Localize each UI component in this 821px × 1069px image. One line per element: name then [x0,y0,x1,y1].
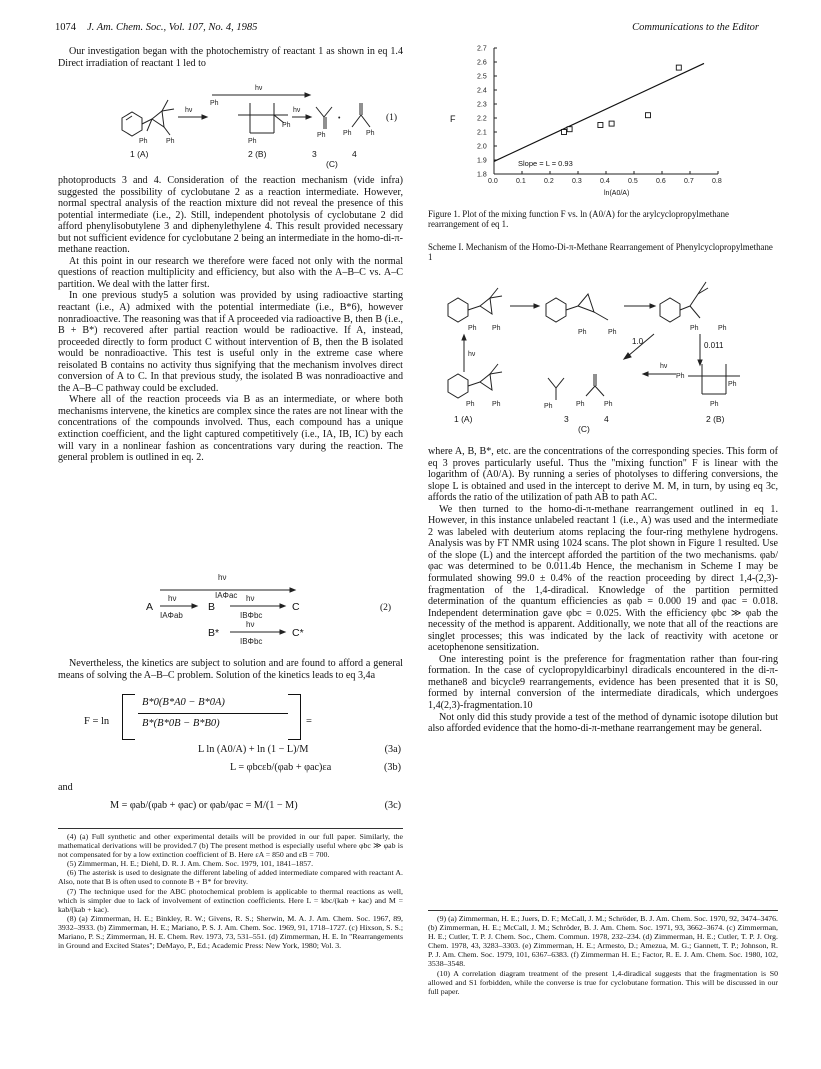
scheme-hv-back: hν [660,363,668,370]
svg-text:Ph: Ph [317,132,326,139]
svg-text:Ph: Ph [710,401,719,408]
footnote-5: (5) Zimmerman, H. E.; Diehl, D. R. J. Am. Chem. Soc. 1979, 101, 1841–1857. [67,859,314,869]
compound-label-1: 1 (A) [130,149,149,159]
eq2-hv-top: hν [218,573,227,582]
hv-label-2: hν [293,107,301,114]
footnote-rule-right [428,910,778,911]
data-point [598,123,603,128]
svg-text:Ph: Ph [492,325,501,332]
data-point [567,127,572,132]
eq3a-tag: (3a) [384,744,401,755]
journal-citation: J. Am. Chem. Soc., Vol. 107, No. 4, 1985 [87,22,258,33]
slope-annotation: Slope = L = 0.93 [518,159,573,168]
svg-text:Ph: Ph [492,401,501,408]
eq3-left-bracket [122,694,135,740]
x-tick-label: 0.6 [656,178,666,185]
paragraph-1: photoproducts 3 and 4. Consideration of the reaction mechanism (vide infra) suggested the possibility of cyclobutane 2 as a reaction intermediate. However, normal spectral analysis of the reaction mixture did not reveal the presence of this potential intermediate (i.e., 2). Still, independent photolysis of cyclobutane 2 did afford phenylisobutylene 3 and diphenylethylene 4. This result provided necessary but not sufficient evidence for cyclobutane 2 being an intermediate in the homo-di-π-methane reaction. [58,175,403,256]
svg-text:Ph: Ph [676,373,685,380]
footnote-9: (9) (a) Zimmerman, H. E.; Juers, D. F.; McCall, J. M.; Schröder, B. J. Am. Chem. Soc. 1970, 92, 3474–3476. (b) Zimmerman, H. E.; McCall, J. M.; Schröder, B. J. Am. Chem. Soc. 1971, 93, 3662–3674. (c) Zimmerman, H. E.; Cutler, T. P. J. Chem. Soc., Chem. Commun. 1978, 232–234. (d) Zimmerman, H. E.; Cutler, T. P. J. Org. Chem. 1978, 43, 3283–3303. (e) Zimmerman, H. E.; Armesto, D.; Amezua, M. G.; Gannett, T. P.; Johnson, R. P. J. Am. Chem. Soc. 1979, 101, 6367–6383. (f) Zimmerman H. E.; Factor, R. E. J. Am. Chem. Soc. 1980, 102, 3538–3548. [428,914,778,969]
svg-text:Ph: Ph [468,325,477,332]
x-tick-label: 0.7 [684,178,694,185]
compound-label-2: 2 (B) [248,149,267,159]
x-tick-label: 0.1 [516,178,526,185]
eq2-hv-bc-star: hν [246,620,255,629]
eq3c: M = φab/(φab + φac) or φab/φac = M/(1 − M) [110,800,298,811]
right-paragraph-2: We then turned to the homo-di-π-methane rearrangement outlined in eq 1. However, in this instance unlabeled reactant 1 (i.e., A) was used and the intermediate 2 was labeled with deuterium atoms replacing the four-ring methylene hydrogens. Analysis was by FT NMR using 1024 scans. The plot shown in Figure 1 resulted. Use of the slope (L) and the intercept afforded the partition of the two mechanisms. φab/φac was determined to be 0.011.4b Hence, the mechanism in Scheme I may be formulated showing 99.0 ± 0.4% of the reaction proceeding by direct 1,4-(2,3)-fragmentation of the 1,4-diradical. Knowledge of the partition permitted determination of the quantum efficiencies as φab = 0.000 19 and φac = 0.018. Independent determination gave φbc = 0.025. With the efficiency φbc ≫ φab the necessity of the method is apparent. Additionally, we note that all of the reactions are singlet processes; this was indicated by the lack of reactivity with acetone or acetophenone sensitization. [428,503,778,654]
svg-text:Ph: Ph [728,381,737,388]
right-body [428,446,778,735]
eq2-number: (2) [380,603,392,613]
eq2-B: B [208,601,216,613]
y-tick-label: 2.6 [477,59,487,67]
eq2-rate-bc: IBΦbc [240,611,263,620]
eq3c-tag: (3c) [384,800,401,811]
left-footnotes [58,832,403,950]
footnote-4: (4) (a) Full synthetic and other experimental details will be provided in our full paper. Similarly, the mathematical derivations will be provided.7 (b) The present method is especially useful where φbc ≫ φab is not compensated for by a low extinction coefficient of B. Here εA = 850 and εB = 700. [58,832,403,860]
y-tick-label: 1.8 [477,171,487,179]
footnote-6: (6) The asterisk is used to designate the different labeling of added intermediate compared with reactant A. Also, note that B is often used to connote B + B* for brevity. [58,868,403,887]
scheme-label-1: 1 (A) [454,414,473,424]
eq2-A: A [146,601,154,613]
eq3-block [58,692,403,822]
scheme-label-4: 4 [604,414,609,424]
paragraph-3: In one previous study5 a solution was provided by using radioactive starting reactant (i.e., A) admixed with the potential intermediate (i.e., B*6), however nonradioactive. The reasoning was that if A proceeded via radioactive B, then B (i.e., B + B*) recovered after partial reaction would be radioactive. If A, instead, proceeded directly to form product C without intervention of B, then the B isolated would be nonradioactive. This test is useful only in the extreme case where reisolated B contains no activity thus signifying that the mechanism involves direct conversion of A to C. In that previous study, the isolated B was nonradioactive and the A–B–C pathway could be excluded. [58,290,403,394]
compound-label-3: 3 [312,149,317,159]
branch-ratio-2: 0.011 [704,341,724,350]
scheme-hv-up: hν [468,351,476,358]
svg-text:Ph: Ph [466,401,475,408]
eq3-and: and [58,782,73,793]
eq3b-tag: (3b) [384,762,401,773]
compound-label-4: 4 [352,149,357,159]
y-tick-label: 2.3 [477,101,487,109]
svg-text:Ph: Ph [210,100,219,107]
right-paragraph-3: One interesting point is the preference for fragmentation rather than four-ring formation. In the case of cyclopropyldicarbinyl diradicals encountered in the di-π-methane8 and bicycle9 rearrangements, evidence has been presented that it is S0, formed by internal conversion of the intermediate diradicals, which undergoes 1,4(2,3)-fragmentation.10 [428,653,778,712]
eq1-number: (1) [386,113,398,123]
compound-label-c: (C) [326,159,338,169]
svg-text:Ph: Ph [248,138,257,145]
data-point [676,65,681,70]
svg-text:•: • [338,115,341,122]
svg-text:Ph: Ph [690,325,699,332]
footnote-8: (8) (a) Zimmerman, H. E.; Binkley, R. W.; Givens, R. S.; Sherwin, M. A. J. Am. Chem. Soc. 1967, 89, 3932–3933. (b) Zimmerman, H. E.; Mariano, P. S. J. Am. Chem. Soc. 1969, 91, 1718–1727. (c) Hixson, S. S.; Mariano, P. S.; Zimmerman, H. E. Chem. Rev. 1973, 73, 531–551. (d) Zimmerman, H. E. In "Rearrangements in Ground and Excited States"; DeMayo, P., Ed.; Academic Press: New York, 1980; Vol. 3. [58,913,403,951]
paragraph-2: At this point in our research we therefore were faced not only with the normal questions of reaction multiplicity and efficiency, but also with the A–B–C vs. A–C partition. We deal with the latter first. [58,255,403,290]
y-axis-label: F [450,114,456,124]
eq3-equals: = [306,716,312,727]
svg-text:Ph: Ph [282,122,291,129]
y-tick-label: 2.1 [477,129,487,137]
intro-paragraph: Our investigation began with the photochemistry of reactant 1 as shown in eq 1.4 Direct irradiation of reactant 1 led to [58,46,403,69]
svg-text:Ph: Ph [343,130,352,137]
x-tick-label: 0.0 [488,178,498,185]
x-tick-label: 0.5 [628,178,638,185]
eq2-rate-bc-star: IBΦbc [240,637,263,646]
footnote-7: (7) The technique used for the ABC photochemical problem is applicable to thermal reactions as well, which is simpler due to lack of involvement of extinction coefficients. Here L = kbc/(kab + kac) and M = kab/(kab + kac). [58,886,403,914]
x-tick-label: 0.4 [600,178,610,185]
svg-text:Ph: Ph [604,401,613,408]
svg-text:Ph: Ph [544,403,553,410]
y-tick-label: 2.4 [477,87,487,95]
section-title: Communications to the Editor [632,22,759,33]
svg-text:Ph: Ph [608,329,617,336]
footnote-10: (10) A correlation diagram treatment of the present 1,4-diradical suggests that the fragmentation is S0 allowed and S1 forbidden, while the converse is true for cyclobutane formation. This will be discussed in our full paper. [428,968,778,996]
fit-line [494,63,704,161]
kinetics-paragraph: Nevertheless, the kinetics are subject to solution and are found to afford a general means of solving the A–B–C problem. Solution of the kinetics leads to eq 3,4a [58,658,403,681]
eq2-C: C [292,601,300,613]
scheme-label-2: 2 (B) [706,414,725,424]
page-number: 1074 [55,22,76,33]
hv-label-long: hν [255,85,263,92]
data-point [609,121,614,126]
figure-1-caption: Figure 1. Plot of the mixing function F vs. ln (A0/A) for the arylcyclopropylmethane rearrangement of eq 1. [428,209,729,230]
right-paragraph-1: where A, B, B*, etc. are the concentrations of the corresponding species. This form of eq 3 proves particularly useful. Thus the "mixing function" F is linear with the logarithm of (A0/A). By running a series of photolyses to differing conversions, the slope L is obtained and used in the intercept to derive M. M, in turn, by using eq 3c, affords the ratio of the utilization of path AB to path AC. [428,446,778,504]
data-point [562,130,567,135]
svg-text:Ph: Ph [578,329,587,336]
y-tick-label: 2.2 [477,115,487,123]
eq2-hv-ab: hν [168,594,177,603]
ph-label: Ph [139,138,148,145]
right-footnotes [428,914,778,996]
y-tick-label: 2.0 [477,143,487,151]
scheme-1-caption: Scheme I. Mechanism of the Homo-Di-π-Methane Rearrangement of Phenylcyclopropylmethane 1 [428,242,773,263]
svg-text:Ph: Ph [718,325,727,332]
x-tick-label: 0.2 [544,178,554,185]
eq3-numerator: B*0(B*A0 − B*0A) [142,697,225,708]
svg-text:Ph: Ph [576,401,585,408]
left-body [58,175,403,464]
x-tick-label: 0.8 [712,178,722,185]
eq2-rate-ab: IAΦab [160,611,183,620]
eq3-denominator: B*(B*0B − B*B0) [142,718,220,729]
x-tick-label: 0.3 [572,178,582,185]
y-tick-label: 1.9 [477,157,487,165]
hv-label: hν [185,107,193,114]
eq2-rate-ac: IAΦac [215,591,238,600]
eq1-reaction-scheme [60,75,405,175]
svg-text:Ph: Ph [366,130,375,137]
eq3b: L = φbcεb/(φab + φac)εa [230,762,332,773]
eq2-kinetic-scheme [60,568,405,650]
y-tick-label: 2.7 [477,45,487,53]
eq3-right-bracket [288,694,301,740]
eq3-F-ln: F = ln [84,716,110,727]
paragraph-4: Where all of the reaction proceeds via B as an intermediate, or where both mechanisms intervene, the kinetics are complex since the rates are not linear with the concentrations of the compounds involved. Thus, each compound has a unique extinction coefficient, and the light captured competitively (i.e., IA, IB, IC) by each will vary in a nonlinear fashion as concentrations vary during the reaction. The general problem is outlined in eq. 2. [58,394,403,464]
scheme-label-c: (C) [578,424,590,434]
svg-text:Ph: Ph [166,138,175,145]
branch-ratio-1: 1.0 [632,337,644,346]
eq2-B-star: B* [208,627,220,639]
benzene-ring [122,112,142,136]
eq3a-rhs: L ln (A0/A) + ln (1 − L)/M [198,744,309,755]
eq2-C-star: C* [292,627,304,639]
footnote-rule-left [58,828,403,829]
x-axis-label: ln(A0/A) [604,190,630,197]
figure-1-chart [428,40,778,200]
cyclopropane-ring [152,111,164,127]
y-tick-label: 2.5 [477,73,487,81]
right-paragraph-4: Not only did this study provide a test of the method of dynamic isotope dilution but also afforded evidence that the homo-di-π-methane rearrangement may be general. [428,711,778,735]
data-point [646,113,651,118]
scheme-label-3: 3 [564,414,569,424]
eq3-fraction-bar [138,713,288,714]
scheme-1-diagram [428,276,778,441]
eq2-hv-bc: hν [246,594,255,603]
